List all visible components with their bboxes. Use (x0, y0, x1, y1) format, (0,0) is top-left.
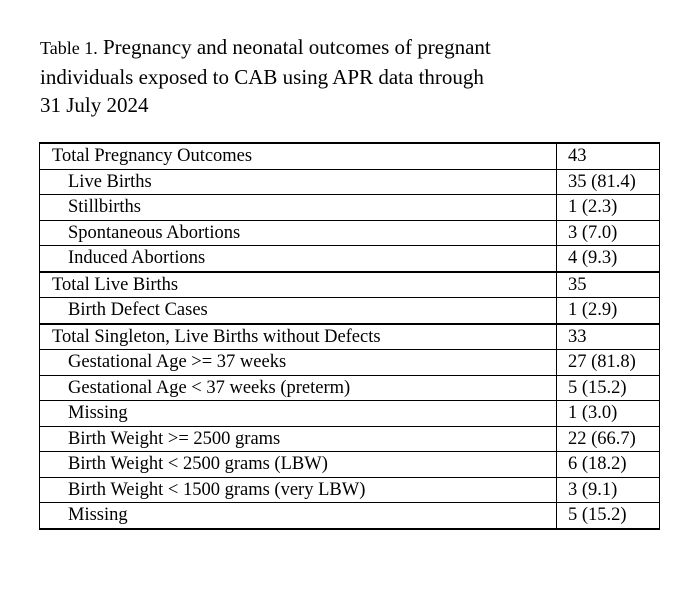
row-label: Birth Defect Cases (40, 298, 557, 324)
table-row-total-singleton-live-births (40, 324, 660, 350)
row-label: Birth Weight < 1500 grams (very LBW) (40, 477, 557, 503)
row-label: Total Live Births (40, 272, 557, 298)
table-row-birth-weight-lbw (40, 452, 660, 478)
row-label: Total Pregnancy Outcomes (40, 143, 557, 169)
table-row-birth-weight-very-lbw (40, 477, 660, 503)
table-row-live-births (40, 169, 660, 195)
row-value: 1 (3.0) (557, 401, 660, 427)
table-row-spontaneous-abortions (40, 220, 660, 246)
table-row-gestational-age-term (40, 350, 660, 376)
row-value: 6 (18.2) (557, 452, 660, 478)
row-value: 35 (557, 272, 660, 298)
table-row-induced-abortions (40, 246, 660, 272)
row-label: Stillbirths (40, 195, 557, 221)
row-label: Total Singleton, Live Births without Defects (40, 324, 557, 350)
table-row-stillbirths (40, 195, 660, 221)
caption-table-number: Table 1. (40, 38, 98, 58)
table-row-birth-weight-normal (40, 426, 660, 452)
row-value: 3 (7.0) (557, 220, 660, 246)
caption-line-2: individuals exposed to CAB using APR data through (40, 64, 484, 89)
table-row-total-live-births (40, 272, 660, 298)
table-row-gestational-age-missing (40, 401, 660, 427)
table-row-birth-defect-cases (40, 298, 660, 324)
row-value: 35 (81.4) (557, 169, 660, 195)
table-row-birth-weight-missing (40, 503, 660, 529)
outcomes-table (39, 142, 660, 530)
row-label: Missing (40, 503, 557, 529)
row-label: Spontaneous Abortions (40, 220, 557, 246)
row-label: Gestational Age >= 37 weeks (40, 350, 557, 376)
row-value: 5 (15.2) (557, 375, 660, 401)
row-label: Induced Abortions (40, 246, 557, 272)
caption-line-1 (40, 33, 640, 63)
row-label: Gestational Age < 37 weeks (preterm) (40, 375, 557, 401)
table-row-gestational-age-preterm (40, 375, 660, 401)
row-value: 1 (2.9) (557, 298, 660, 324)
row-value: 5 (15.2) (557, 503, 660, 529)
row-value: 33 (557, 324, 660, 350)
row-label: Birth Weight >= 2500 grams (40, 426, 557, 452)
row-value: 43 (557, 143, 660, 169)
row-label: Live Births (40, 169, 557, 195)
row-value: 4 (9.3) (557, 246, 660, 272)
caption-title-part-1: Pregnancy and neonatal outcomes of pregnant (102, 35, 491, 59)
row-value: 22 (66.7) (557, 426, 660, 452)
row-value: 3 (9.1) (557, 477, 660, 503)
row-value: 27 (81.8) (557, 350, 660, 376)
table-row-total-pregnancy-outcomes (40, 143, 660, 169)
row-label: Birth Weight < 2500 grams (LBW) (40, 452, 557, 478)
caption-line-3: 31 July 2024 (40, 93, 149, 117)
row-value: 1 (2.3) (557, 195, 660, 221)
row-label: Missing (40, 401, 557, 427)
table-caption (40, 33, 640, 120)
